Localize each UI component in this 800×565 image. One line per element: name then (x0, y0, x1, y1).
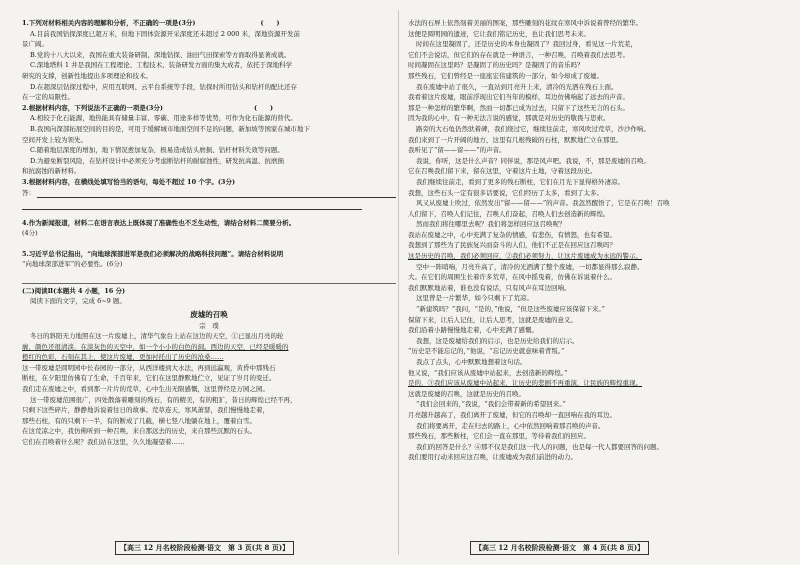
right-line-29: 保留下来，让后人记住，让后人思考，这就是废墟的意义。 (408, 315, 577, 324)
right-line-35: 是的，③我们应该从废墟中站起来，让历史的悲剧不再重演，让民族的辉煌重现。 (408, 379, 642, 388)
right-line-27: 这里曾是一片繁华，如今只剩下了荒凉。 (416, 294, 533, 303)
right-line-25: 大。在它们的周围生长着许多荒草，在风中摇曳着，仿佛在诉说着什么。 (408, 273, 616, 282)
reading-section-header: (二)阅读Ⅱ(本题共 4 小题，16 分) 阅读下面的文字，完成 6~9 题。 (22, 283, 396, 307)
right-line-2: 这便是圆明园的遗迹，它让我们铭记历史，也让我们思考未来。 (408, 29, 590, 38)
right-line-8: 我看着这片废墟，眼前浮现出它们当年的模样，耳边仿佛响起了远去的声音。 (408, 93, 629, 102)
left-para-2-cont: 只剩下这些碎片，静静地诉说着往日的故事。荒草连天，寒风萧瑟，我们慢慢地走着， (22, 406, 269, 415)
right-page-footer: 【高三 12 月名校阶段检测·语文 第 4 页(共 8 页)】 (470, 541, 649, 555)
right-line-13: 我听见了“留——留——”的声音。 (408, 146, 506, 155)
right-line-18: 风又从废墟上吹过，依然发出“留——留——”的声音。我忽然醒悟了，它是在召唤！召唤 (416, 199, 670, 208)
right-line-36: 这就是废墟的召唤，这就是历史的召唤。 (408, 389, 525, 398)
right-line-11: 路旁的大石龟仍然驮着碑，我们绕过它，继续往前走，寒风吹过荒草，沙沙作响。 (416, 124, 650, 133)
question-1: 1.下列对材料相关内容的理解和分析，不正确的一项是(3分) ( ) (22, 19, 280, 27)
right-line-21: 我站在废墟之中，心中充满了复杂的情感，有悲伤，有愤怒，也有希望。 (408, 230, 616, 239)
left-para-1: 冬日的斜阳无力地照在这一片废墟上，清华气象台上站在这边的天空，①已显出月亮的轮 (30, 332, 284, 341)
right-line-41: 我们的回答是什么？④那不仅是我们这一代人的问题，也是每一代人都要回答的问题。 (416, 442, 663, 451)
q3-answer-line-2[interactable] (22, 199, 362, 210)
right-line-5: 时间凝固在这里吗？是凝固了的历史吗？是凝固了的音乐吗？ (408, 61, 584, 70)
question-2: 2.根据材料内容，下列说法不正确的一项是(3分) ( ) (22, 103, 274, 112)
right-line-24: 空中一阵哨响，月亮升高了，清冷的光洒满了整个废墟，一切都显得那么寂静。 (416, 262, 644, 271)
left-para-1-cont-4: 断柱，在夕阳里仿佛有了生命，千百年来，它们在这里静默地伫立，见证了岁月的变迁。 (22, 374, 276, 383)
q1-option-b: B.党的十八大以来，我国在重大装备研制、深地钻探、油田气田探索等方面取得显著成就。 (30, 50, 291, 59)
left-para-2-cont-4: 它们在召唤着什么呢？我们站在这里，久久地凝望着…… (22, 438, 185, 446)
right-line-37: “我们会回来的，”我说，“我们会带着新的希望回来。” (416, 400, 566, 409)
right-line-20: 然而我们将往哪里去呢？我们将怎样回应这召唤呢？ (416, 220, 566, 229)
right-line-34: 他又说，“我们应该从废墟中站起来，去创造新的辉煌。” (408, 368, 568, 377)
right-page (408, 18, 782, 538)
q2-option-c: C.随着地层深度的增加，地下情况愈加复杂，极易造成钻头磨损、钻杆材料失效等问题。 (30, 146, 284, 155)
right-line-42: 我们要用行动来回应这召唤，让废墟成为我们前进的动力。 (408, 453, 577, 462)
q2-option-d: D.为避免断裂风险，在钻杆设计中必须充分考虑断钻杆的耐腐蚀性，研发抗高温、抗磨损 (30, 156, 285, 165)
q3-answer-line[interactable]: 答： (22, 188, 396, 198)
q1-option-d: D.在超深层钻探过程中，应用互联网、云平台系统等手段，钻探时所用钻头和钻杆的配比还存 (30, 82, 298, 91)
question-4: 4.作为新闻报道，材料二在语言表达上既体现了准确性也不乏生动性，请结合材料二简要分析。 (22, 218, 296, 227)
right-line-39: 我们将要离开，走在归去的路上，心中依然回响着那召唤的声音。 (416, 421, 605, 430)
question-4-cont: (4分) (22, 229, 38, 238)
q1-option-d-cont: 在一定的局限性。 (22, 93, 74, 102)
right-line-9: 那是一种怎样的繁华啊，然而一切都已成为过去，只留下了这些无言的石头。 (408, 103, 629, 112)
right-line-22: 我想到了那些为了民族复兴而奋斗的人们，他们不正是在回应这召唤吗？ (408, 241, 616, 250)
right-line-32: “历史是不能忘记的，”他说，“忘记历史就意味着背叛。” (408, 347, 565, 356)
right-line-6: 那些残石，它们曾经是一座座宏伟建筑的一部分，如今却成了废墟。 (408, 71, 603, 80)
q1-option-c-cont: 研究的支撑，创新性地提出多项理论和技术。 (22, 71, 152, 80)
q2-option-b-cont: 空间开发上较为领先。 (22, 135, 87, 144)
right-line-15: 它在召唤我们留下来，留在这里，守着这片土地，守着这段历史。 (408, 167, 597, 176)
left-para-2-cont-3: 在这荒凉之中，我仿佛听到一种召唤，来自那远去的历史，来自那些沉默的石头。 (22, 427, 256, 436)
right-line-7: 我在废墟中站了很久，一直站到月亮升上来，清冷的光洒在残石上面。 (416, 82, 618, 91)
right-line-28: “新建筑吗？”我问，“是的，”他说，“但是这些废墟应该保留下来。” (416, 305, 605, 314)
q1-option-a: A.目前我国钻探深度已超万米，但地下固体资源开采深度还未超过 2 000 米，深地资源开发前 (30, 29, 301, 38)
right-line-14: 我说，你听，这是什么声音？同伴说，那是风声吧。我说，不，那是废墟的召唤。 (416, 156, 650, 165)
question-5: 5.习近平总书记指出，“向地球深部进军是我们必须解决的战略科技问题”。请结合材料说明 (22, 249, 284, 258)
right-line-38: 月亮越升越高了，我们离开了废墟，但它的召唤却一直回响在我的耳边。 (408, 410, 616, 419)
article-title: 废墟的召唤 (190, 310, 228, 320)
left-para-1-cont-3: 这一带废墟是圆明园中长春园的一部分，从西洋楼到大水法，再到远瀛观，黄昏中那残石 (22, 363, 276, 372)
left-page-footer: 【高三 12 月名校阶段检测·语文 第 3 页(共 8 页)】 (115, 541, 294, 555)
left-para-1-cont-5: 我们走在废墟之中，看到那一片片的荒草，心中生出无限感慨，这里曾经是万园之园。 (22, 385, 269, 394)
right-line-1: 水法的石屏上依然刻着美丽的图案，那些雕刻的花纹在寒风中诉说着曾经的繁华。 (408, 19, 642, 27)
page-divider (398, 10, 399, 555)
right-line-26: 我们默默地站着，谁也没有说话，只有风声在耳边回响。 (408, 283, 571, 292)
right-line-4: 它们不会说话，但它们的存在就是一种语言，一种召唤，召唤着我们去思考。 (408, 50, 629, 59)
left-para-1-cont: 廓，颜色还很清淡，在淡灰色的天空中，如一个小小的白色的洞。西边的天空，已经是暖暖的 (22, 342, 289, 351)
right-line-31: 我想，这是废墟给我们的启示，也是历史给我们的启示。 (416, 336, 579, 345)
right-line-10: 因为我的心中，有一种无法言说的感觉，那就是对历史的敬畏与思索。 (408, 114, 610, 123)
q1-option-a-cont: 景广阔。 (22, 40, 48, 49)
right-line-16: 我们继续往前走，看到了更多的残石断柱，它们在月光下显得格外凄凉。 (416, 177, 624, 186)
right-line-3: 时间在这里凝固了，还是历史的本身也凝固了？我回过身，看见这一片荒芜， (416, 40, 637, 49)
question-5-cont: “向地球深部进军”的必要性。(6分) (22, 260, 123, 269)
right-line-23: 这是历史的召唤，我们必须回应，②我们必须努力，让这片废墟成为永远的警示。 (408, 252, 642, 261)
left-para-2: 这一带废墟范围很广，四处散落着雕刻的残石，有的精美，有的粗犷，昔日的辉煌已经不再， (30, 395, 297, 404)
article-author: 宗 璞 (199, 322, 219, 331)
right-line-17: 我想，这些石头一定有很多话要说，它们经历了太多，看到了太多。 (408, 188, 603, 197)
left-para-2-cont-2: 那些石柱，有的只剩下一半，有的断成了几截，横七竖八地躺在地上，覆着白雪。 (22, 416, 256, 425)
q1-option-c: C.深地塔科 1 井是我国在工程理论、工程技术、装备研发方面的集大成者，依托于深地科学 (30, 61, 293, 70)
left-para-1-cont-2: 橙红的色彩，石刻在其上，使这片废墟，更加衬托出了历史的沧桑…… (22, 353, 224, 362)
q2-option-a: A.相较于化石能源，地热能具有储量丰富、零碳、用途多样等优势，可作为化石能源的替代。 (30, 114, 297, 123)
right-line-12: 我们来到了一片开阔的地方，这里有几根残破的石柱，默默地伫立在那里。 (408, 135, 623, 144)
q2-option-d-cont: 和抗腐蚀的新材料。 (22, 167, 81, 176)
right-line-33: 我点了点头，心中默默地想着这句话。 (416, 358, 527, 366)
left-page (22, 18, 396, 538)
right-line-19: 人们留下，召唤人们记住，召唤人们奋起，召唤人们去创造新的辉煌。 (408, 209, 610, 218)
question-3: 3.根据材料内容，在横线处填写恰当的语句，每处不超过 10 个字。(3分) (22, 177, 236, 186)
right-line-30: 我们沿着小路慢慢地走着，心中充满了感慨。 (408, 326, 538, 335)
q2-option-b: B.我国向深部拓展空间的目的是，可用于缓解城市地面空间不足的问题，新加坡等国家在城市地下 (30, 124, 310, 133)
right-line-40: 那些残石，那些断柱，它们会一直在那里，等待着我们的回应。 (408, 432, 590, 441)
